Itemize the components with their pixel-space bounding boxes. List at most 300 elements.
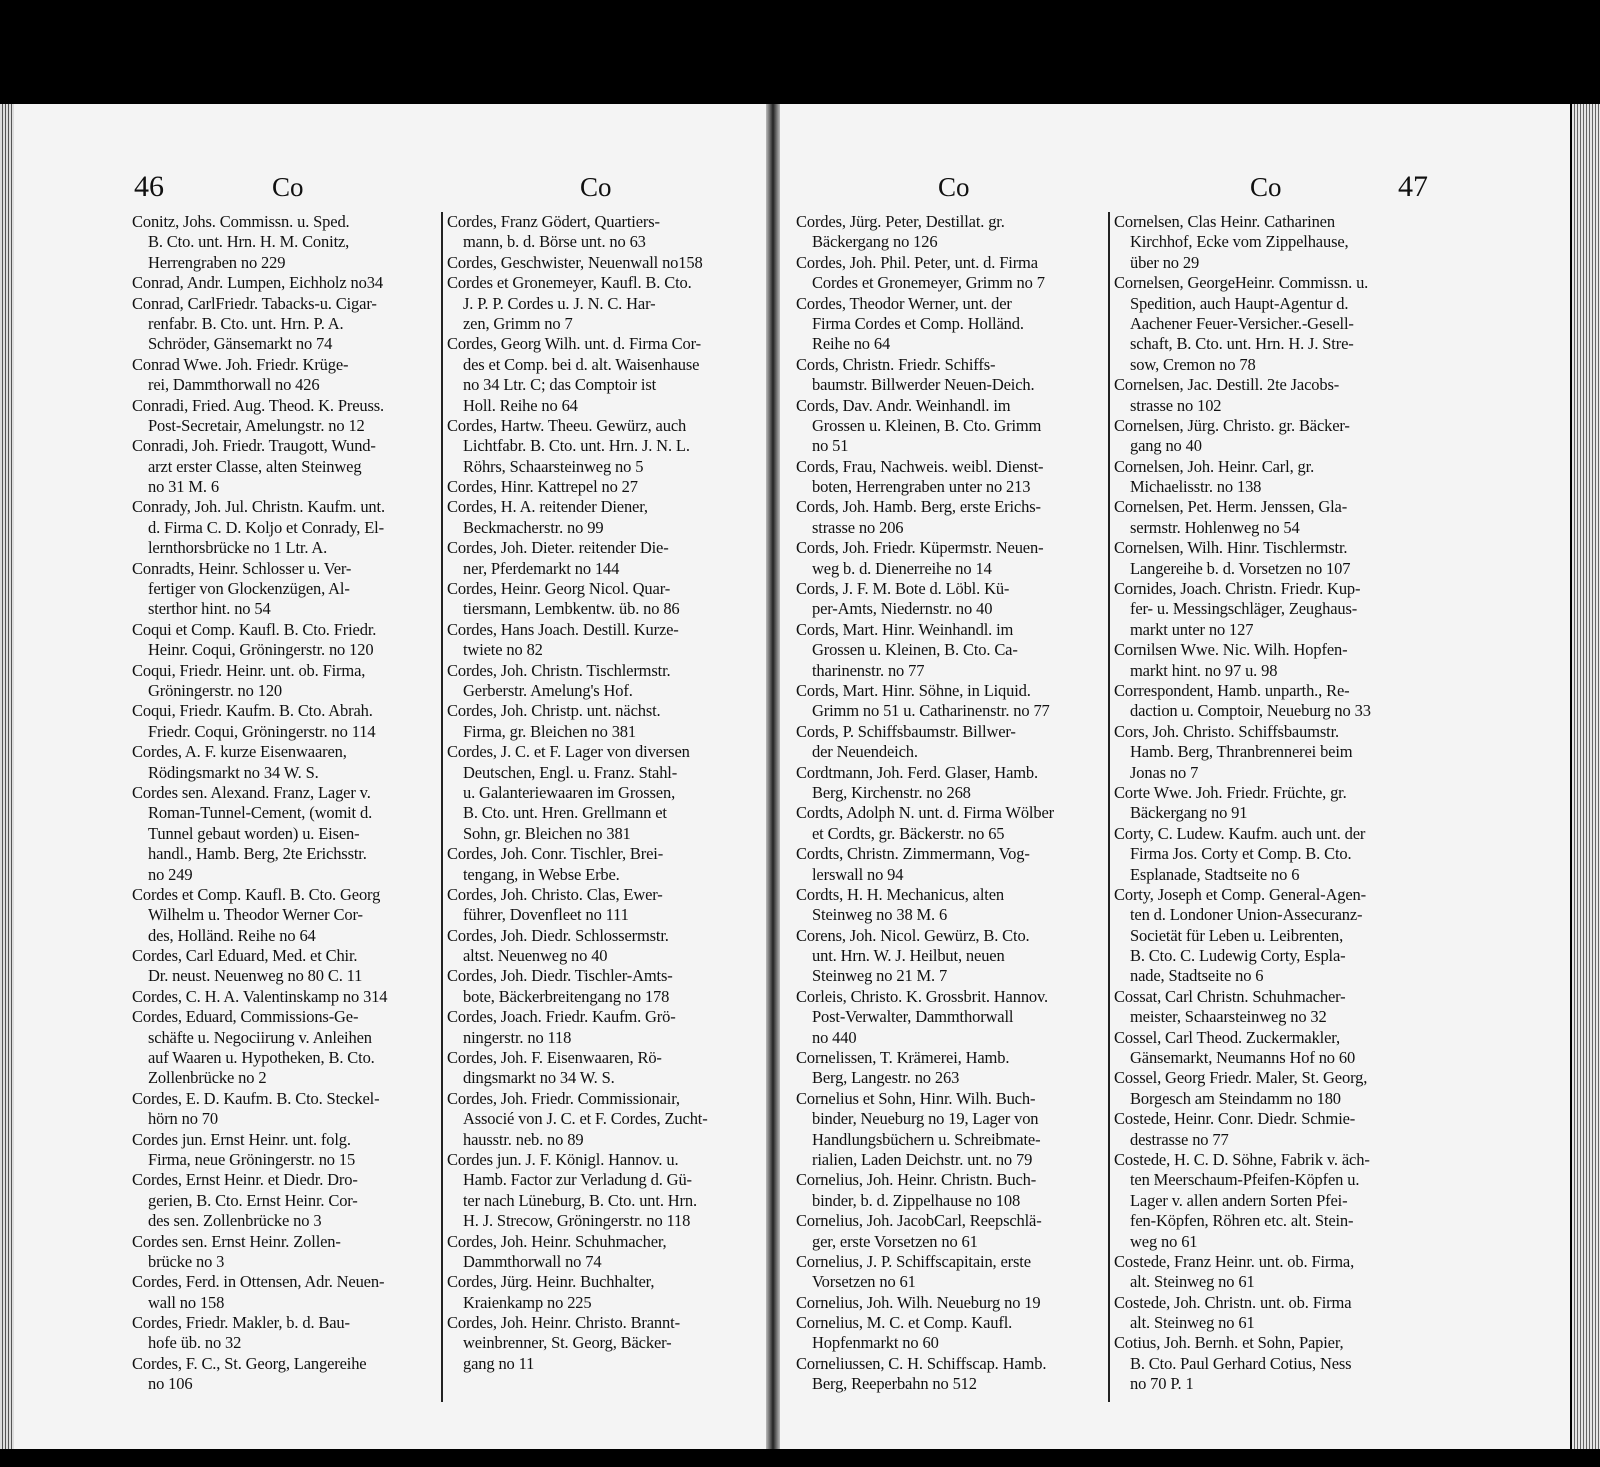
entry-continuation-line: hofe üb. no 32 [148,1333,242,1353]
entry-continuation-line: Aachener Feuer-Versicher.-Gesell- [1130,313,1354,333]
directory-entry [1114,1068,1424,1109]
entry-continuation-line: no 51 [812,436,849,456]
entry-continuation-line: fertiger von Glockenzügen, Al- [148,579,350,599]
entry-continuation-line: Holl. Reihe no 64 [463,395,578,415]
entry-name-line: Cordes, Joach. Friedr. Kaufm. Grö- [447,1007,676,1027]
directory-entry [1114,212,1424,273]
directory-entry [796,538,1106,579]
directory-entry [132,946,438,987]
entry-continuation-line: Bäckergang no 126 [812,232,938,252]
directory-entry [447,253,759,273]
entry-continuation-line: auf Waaren u. Hypotheken, B. Cto. [148,1048,375,1068]
entry-name-line: Costede, H. C. D. Söhne, Fabrik v. äch- [1114,1149,1370,1169]
directory-entry [447,538,759,579]
directory-entry [132,1130,438,1171]
entry-continuation-line: Dr. neust. Neuenweg no 80 C. 11 [148,966,363,986]
entry-continuation-line: Jonas no 7 [1130,762,1199,782]
entry-name-line: Cordes sen. Alexand. Franz, Lager v. [132,782,371,802]
directory-entry [132,273,438,293]
entry-continuation-line: B. Cto. Paul Gerhard Cotius, Ness [1130,1353,1352,1373]
entry-name-line: Cornelius et Sohn, Hinr. Wilh. Buch- [796,1088,1036,1108]
entry-continuation-line: no 249 [148,864,193,884]
directory-entry [796,681,1106,722]
entry-continuation-line: ten d. Londoner Union-Assecuranz- [1130,905,1363,925]
entry-continuation-line: rei, Dammthorwall no 426 [148,375,320,395]
directory-entry [132,396,438,437]
entry-name-line: Cordts, Christn. Zimmermann, Vog- [796,844,1030,864]
entry-continuation-line: Cordes et Gronemeyer, Grimm no 7 [812,273,1045,293]
column-divider-left [441,212,443,1402]
directory-entry [796,1313,1106,1354]
entry-continuation-line: Röhrs, Schaarsteinweg no 5 [463,456,644,476]
entry-name-line: Cordes, Georg Wilh. unt. d. Firma Cor- [447,334,701,354]
directory-entry [1114,1252,1424,1293]
entry-continuation-line: baumstr. Billwerder Neuen-Deich. [812,375,1035,395]
entry-name-line: Cordes et Comp. Kaufl. B. Cto. Georg [132,884,381,904]
entry-continuation-line: schaft, B. Cto. unt. Hrn. H. J. Stre- [1130,334,1354,354]
entry-name-line: Cordes, Geschwister, Neuenwall no158 [447,252,703,272]
entry-name-line: Conitz, Johs. Commissn. u. Sped. [132,212,350,231]
entry-continuation-line: weg b. d. Dienerreihe no 14 [812,558,992,578]
entry-continuation-line: destrasse no 77 [1130,1129,1229,1149]
entry-name-line: Cordes, Ernst Heinr. et Diedr. Dro- [132,1170,358,1190]
entry-name-line: Cordes, Theodor Werner, unt. der [796,293,1012,313]
entry-continuation-line: Langereihe b. d. Vorsetzen no 107 [1130,558,1351,578]
directory-entry [796,1354,1106,1395]
directory-entry [796,497,1106,538]
entry-name-line: Cors, Joh. Christo. Schiffsbaumstr. [1114,721,1340,741]
entry-name-line: Cordes, Joh. Christn. Tischlermstr. [447,660,671,680]
entry-continuation-line: B. Cto. C. Ludewig Corty, Espla- [1130,946,1346,966]
entry-name-line: Cordes, Hinr. Kattrepel no 27 [447,477,638,497]
entry-name-line: Cornides, Joach. Christn. Friedr. Kup- [1114,579,1361,599]
entry-name-line: Cordes, Jürg. Peter, Destillat. gr. [796,212,1005,231]
entry-continuation-line: fen-Köpfen, Röhren etc. alt. Stein- [1130,1211,1354,1231]
entry-continuation-line: schäfte u. Negociirung v. Anleihen [148,1027,372,1047]
entry-name-line: Cornelius, J. P. Schiffscapitain, erste [796,1251,1031,1271]
entry-name-line: Cossel, Georg Friedr. Maler, St. Georg, [1114,1068,1368,1088]
directory-entry [447,334,759,416]
directory-entry [132,1170,438,1231]
entry-continuation-line: binder, Neueburg no 19, Lager von [812,1109,1039,1129]
entry-continuation-line: des et Comp. bei d. alt. Waisenhause [463,354,700,374]
entry-name-line: Cordes, Hartw. Theeu. Gewürz, auch [447,415,687,435]
directory-entry [796,1293,1106,1313]
directory-entry [447,742,759,844]
entry-name-line: Cornelius, Joh. JacobCarl, Reepschlä- [796,1211,1042,1231]
directory-entry [447,885,759,926]
directory-entry [1114,640,1424,681]
entry-continuation-line: nade, Stadtseite no 6 [1130,966,1264,986]
directory-column-1 [132,212,438,1412]
entry-continuation-line: Hamb. Factor zur Verladung d. Gü- [463,1170,692,1190]
directory-entry [447,1232,759,1273]
entry-name-line: Corty, Joseph et Comp. General-Agen- [1114,884,1366,904]
entry-name-line: Coqui, Friedr. Heinr. unt. ob. Firma, [132,660,366,680]
directory-entry [1114,783,1424,824]
directory-entry [132,436,438,497]
directory-entry [447,416,759,477]
entry-name-line: Cordes, Carl Eduard, Med. et Chir. [132,946,358,966]
directory-entry [796,926,1106,987]
directory-entry [796,722,1106,763]
entry-continuation-line: Tunnel gebaut worden) u. Eisen- [148,823,360,843]
entry-name-line: Cordes, Jürg. Heinr. Buchhalter, [447,1272,655,1292]
entry-continuation-line: Steinweg no 21 M. 7 [812,966,948,986]
directory-entry [1114,1333,1424,1394]
directory-entry [796,1170,1106,1211]
directory-entry [132,1232,438,1273]
directory-entry [1114,579,1424,640]
entry-continuation-line: alt. Steinweg no 61 [1130,1313,1255,1333]
entry-name-line: Cords, Frau, Nachweis. weibl. Dienst- [796,456,1044,476]
entry-name-line: Cords, P. Schiffsbaumstr. Billwer- [796,721,1016,741]
entry-continuation-line: B. Cto. unt. Hrn. H. M. Conitz, [148,232,350,252]
entry-continuation-line: handl., Hamb. Berg, 2te Erichsstr. [148,844,367,864]
entry-continuation-line: alt. Steinweg no 61 [1130,1272,1255,1292]
directory-entry [132,701,438,742]
entry-continuation-line: wall no 158 [148,1292,225,1312]
directory-entry [447,1048,759,1089]
entry-continuation-line: meister, Schaarsteinweg no 32 [1130,1007,1327,1027]
directory-column-3 [796,212,1106,1412]
entry-name-line: Cossat, Carl Christn. Schuhmacher- [1114,986,1346,1006]
directory-entry [447,1150,759,1232]
directory-entry [132,661,438,702]
directory-entry [1114,538,1424,579]
directory-entry [447,844,759,885]
entry-continuation-line: Berg, Reeperbahn no 512 [812,1374,977,1394]
directory-entry [132,1272,438,1313]
entry-name-line: Cordes, Joh. Heinr. Christo. Brannt- [447,1313,680,1333]
entry-continuation-line: Esplanade, Stadtseite no 6 [1130,864,1300,884]
entry-continuation-line: ger, erste Vorsetzen no 61 [812,1231,978,1251]
entry-continuation-line: Societät für Leben u. Leibrenten, [1130,925,1344,945]
entry-name-line: Corte Wwe. Joh. Friedr. Früchte, gr. [1114,782,1347,802]
entry-continuation-line: markt hint. no 97 u. 98 [1130,660,1278,680]
entry-name-line: Conradi, Joh. Friedr. Traugott, Wund- [132,436,376,456]
entry-continuation-line: weg no 61 [1130,1231,1198,1251]
directory-entry [1114,1293,1424,1334]
entry-name-line: Costede, Heinr. Conr. Diedr. Schmie- [1114,1109,1356,1129]
entry-name-line: Cordes, Joh. F. Eisenwaaren, Rö- [447,1048,662,1068]
entry-continuation-line: ter nach Lüneburg, B. Cto. unt. Hrn. [463,1190,697,1210]
directory-entry [132,742,438,783]
entry-name-line: Cordes, Joh. Friedr. Commissionair, [447,1088,680,1108]
directory-entry [1114,681,1424,722]
entry-continuation-line: Hamb. Berg, Thranbrennerei beim [1130,742,1353,762]
entry-continuation-line: bote, Bäckerbreitengang no 178 [463,986,670,1006]
directory-entry [132,1007,438,1089]
entry-continuation-line: Firma, neue Gröningerstr. no 15 [148,1149,356,1169]
directory-entry [796,212,1106,253]
directory-entry [447,477,759,497]
entry-continuation-line: B. Cto. unt. Hren. Grellmann et [463,803,667,823]
left-page-edge [0,104,14,1449]
entry-name-line: Cordes, J. C. et F. Lager von diversen [447,742,690,762]
entry-continuation-line: Friedr. Coqui, Gröningerstr. no 114 [148,721,376,741]
entry-continuation-line: Hopfenmarkt no 60 [812,1333,939,1353]
entry-continuation-line: Berg, Langestr. no 263 [812,1068,960,1088]
entry-continuation-line: Steinweg no 38 M. 6 [812,905,948,925]
entry-continuation-line: Rödingsmarkt no 34 W. S. [148,762,319,782]
entry-continuation-line: brücke no 3 [148,1251,225,1271]
directory-entry [447,1007,759,1048]
directory-entry [796,763,1106,804]
directory-entry [447,273,759,334]
running-head-2: Co [580,172,612,202]
directory-entry [132,1313,438,1354]
directory-entry [132,355,438,396]
entry-continuation-line: Beckmacherstr. no 99 [463,517,604,537]
running-head-3: Co [938,172,970,202]
entry-continuation-line: strasse no 206 [812,517,904,537]
entry-name-line: Conradts, Heinr. Schlosser u. Ver- [132,558,352,578]
entry-name-line: Cornelsen, Pet. Herm. Jenssen, Gla- [1114,497,1348,517]
directory-entry [796,579,1106,620]
directory-entry [796,396,1106,457]
entry-continuation-line: unt. Hrn. W. J. Heilbut, neuen [812,946,1005,966]
entry-continuation-line: sterthor hint. no 54 [148,599,271,619]
directory-entry [796,355,1106,396]
entry-continuation-line: rialien, Laden Deichstr. unt. no 79 [812,1149,1033,1169]
entry-continuation-line: Firma, gr. Bleichen no 381 [463,721,636,741]
entry-continuation-line: Deutschen, Engl. u. Franz. Stahl- [463,762,678,782]
entry-name-line: Cords, J. F. M. Bote d. Löbl. Kü- [796,579,1010,599]
directory-entry [132,497,438,558]
entry-name-line: Cordes, Heinr. Georg Nicol. Quar- [447,579,671,599]
entry-name-line: Cordes, Hans Joach. Destill. Kurze- [447,619,679,639]
entry-continuation-line: weinbrenner, St. Georg, Bäcker- [463,1333,672,1353]
entry-name-line: Cordes, Franz Gödert, Quartiers- [447,212,660,231]
entry-continuation-line: binder, b. d. Zippelhause no 108 [812,1190,1021,1210]
entry-name-line: Cords, Joh. Hamb. Berg, erste Erichs- [796,497,1041,517]
directory-entry [132,294,438,355]
directory-entry [1114,885,1424,987]
directory-entry [796,253,1106,294]
entry-continuation-line: altst. Neuenweg no 40 [463,946,608,966]
entry-continuation-line: hausstr. neb. no 89 [463,1129,584,1149]
directory-entry [1114,987,1424,1028]
entry-continuation-line: Sohn, gr. Bleichen no 381 [463,823,631,843]
entry-name-line: Cornelius, M. C. et Comp. Kaufl. [796,1313,1013,1333]
entry-continuation-line: des sen. Zollenbrücke no 3 [148,1211,322,1231]
entry-continuation-line: Berg, Kirchenstr. no 268 [812,782,971,802]
entry-continuation-line: Gröningerstr. no 120 [148,680,283,700]
entry-continuation-line: mann, b. d. Börse unt. no 63 [463,232,646,252]
entry-continuation-line: renfabr. B. Cto. unt. Hrn. P. A. [148,313,344,333]
entry-continuation-line: et Cordts, gr. Bäckerstr. no 65 [812,823,1005,843]
directory-entry [132,987,438,1007]
entry-continuation-line: Grossen u. Kleinen, B. Cto. Grimm [812,415,1042,435]
entry-name-line: Cords, Dav. Andr. Weinhandl. im [796,395,1011,415]
entry-name-line: Cordes et Gronemeyer, Kaufl. B. Cto. [447,273,692,293]
entry-continuation-line: no 440 [812,1027,857,1047]
directory-entry [132,212,438,273]
directory-entry [447,926,759,967]
entry-continuation-line: Grimm no 51 u. Catharinenstr. no 77 [812,701,1050,721]
entry-continuation-line: Firma Cordes et Comp. Holländ. [812,313,1024,333]
entry-name-line: Cordes, Joh. Christp. unt. nächst. [447,701,661,721]
entry-continuation-line: lerswall no 94 [812,864,904,884]
entry-name-line: Cornelissen, T. Krämerei, Hamb. [796,1048,1010,1068]
directory-entry [796,457,1106,498]
entry-name-line: Costede, Joh. Christn. unt. ob. Firma [1114,1292,1352,1312]
directory-entry [447,620,759,661]
entry-name-line: Coqui, Friedr. Kaufm. B. Cto. Abrah. [132,701,373,721]
entry-name-line: Cordes, E. D. Kaufm. B. Cto. Steckel- [132,1088,380,1108]
entry-continuation-line: Zollenbrücke no 2 [148,1068,267,1088]
entry-name-line: Cords, Christn. Friedr. Schiffs- [796,354,996,374]
entry-name-line: Cordts, Adolph N. unt. d. Firma Wölber [796,803,1054,823]
directory-entry [796,844,1106,885]
directory-entry [447,212,759,253]
entry-name-line: Cornelius, Joh. Heinr. Christn. Buch- [796,1170,1037,1190]
entry-continuation-line: lernthorsbrücke no 1 Ltr. A. [148,538,328,558]
entry-name-line: Cornilsen Wwe. Nic. Wilh. Hopfen- [1114,640,1348,660]
entry-continuation-line: Post-Verwalter, Dammthorwall [812,1007,1014,1027]
entry-name-line: Cordes, Friedr. Makler, b. d. Bau- [132,1313,350,1333]
entry-continuation-line: Herrengraben no 229 [148,252,286,272]
entry-name-line: Conrady, Joh. Jul. Christn. Kaufm. unt. [132,497,385,517]
entry-continuation-line: boten, Herrengraben unter no 213 [812,477,1031,497]
directory-entry [1114,416,1424,457]
entry-continuation-line: ningerstr. no 118 [463,1027,572,1047]
entry-name-line: Cordtmann, Joh. Ferd. Glaser, Hamb. [796,762,1039,782]
entry-name-line: Cornelsen, Jürg. Christo. gr. Bäcker- [1114,415,1350,435]
directory-entry [1114,1150,1424,1252]
directory-entry [796,294,1106,355]
entry-continuation-line: Dammthorwall no 74 [463,1251,602,1271]
directory-entry [1114,457,1424,498]
entry-name-line: Cordes, Joh. Christo. Clas, Ewer- [447,884,663,904]
entry-continuation-line: Grossen u. Kleinen, B. Cto. Ca- [812,640,1018,660]
right-page-edge [1572,104,1600,1449]
directory-entry [447,1313,759,1374]
entry-continuation-line: tengang, in Webse Erbe. [463,864,620,884]
entry-name-line: Cordes, F. C., St. Georg, Langereihe [132,1353,367,1373]
left-page-number: 46 [134,170,164,203]
entry-continuation-line: H. J. Strecow, Gröningerstr. no 118 [463,1211,691,1231]
entry-continuation-line: no 70 P. 1 [1130,1374,1194,1394]
entry-name-line: Cordes, Joh. Conr. Tischler, Brei- [447,844,664,864]
entry-continuation-line: Reihe no 64 [812,334,891,354]
directory-entry [447,497,759,538]
directory-entry [447,661,759,702]
directory-entry [796,885,1106,926]
entry-continuation-line: Roman-Tunnel-Cement, (womit d. [148,803,373,823]
directory-entry [447,1272,759,1313]
entry-continuation-line: strasse no 102 [1130,395,1222,415]
entry-name-line: Conradi, Fried. Aug. Theod. K. Preuss. [132,395,385,415]
directory-entry [1114,722,1424,783]
entry-continuation-line: Lichtfabr. B. Cto. unt. Hrn. J. N. L. [463,436,690,456]
directory-entry [1114,824,1424,885]
directory-entry [132,1089,438,1130]
entry-continuation-line: Associé von J. C. et F. Cordes, Zucht- [463,1109,708,1129]
entry-continuation-line: no 34 Ltr. C; das Comptoir ist [463,375,657,395]
entry-continuation-line: markt unter no 127 [1130,619,1254,639]
entry-continuation-line: sow, Cremon no 78 [1130,354,1256,374]
entry-continuation-line: twiete no 82 [463,640,543,660]
entry-continuation-line: no 106 [148,1374,193,1394]
entry-continuation-line: Firma Jos. Corty et Comp. B. Cto. [1130,844,1352,864]
entry-name-line: Cotius, Joh. Bernh. et Sohn, Papier, [1114,1333,1344,1353]
entry-continuation-line: Lager v. allen andern Sorten Pfei- [1130,1190,1348,1210]
entry-name-line: Cords, Mart. Hinr. Söhne, in Liquid. [796,680,1031,700]
entry-name-line: Corneliussen, C. H. Schiffscap. Hamb. [796,1353,1047,1373]
directory-entry [1114,273,1424,375]
column-divider-right [1108,212,1110,1402]
entry-continuation-line: per-Amts, Niedernstr. no 40 [812,599,993,619]
entry-name-line: Cossel, Carl Theod. Zuckermakler, [1114,1027,1340,1047]
entry-continuation-line: Post-Secretair, Amelungstr. no 12 [148,415,365,435]
entry-continuation-line: der Neuendeich. [812,742,918,762]
entry-name-line: Corty, C. Ludew. Kaufm. auch unt. der [1114,823,1366,843]
entry-continuation-line: gerien, B. Cto. Ernst Heinr. Cor- [148,1190,358,1210]
entry-continuation-line: d. Firma C. D. Koljo et Conrady, El- [148,517,384,537]
entry-name-line: Cornelius, Joh. Wilh. Neueburg no 19 [796,1292,1041,1312]
entry-name-line: Cords, Joh. Friedr. Küpermstr. Neuen- [796,538,1044,558]
entry-name-line: Cordes, Joh. Diedr. Schlossermstr. [447,925,669,945]
entry-continuation-line: Bäckergang no 91 [1130,803,1248,823]
directory-entry [132,620,438,661]
directory-entry [447,579,759,620]
entry-continuation-line: ner, Pferdemarkt no 144 [463,558,620,578]
entry-name-line: Coqui et Comp. Kaufl. B. Cto. Friedr. [132,619,377,639]
directory-column-4 [1114,212,1424,1412]
running-head-1: Co [272,172,304,202]
directory-entry [132,885,438,946]
entry-name-line: Cordes, H. A. reitender Diener, [447,497,648,517]
entry-name-line: Cordes, Joh. Diedr. Tischler-Amts- [447,966,673,986]
entry-name-line: Cordes sen. Ernst Heinr. Zollen- [132,1231,341,1251]
entry-continuation-line: zen, Grimm no 7 [463,313,573,333]
directory-entry [796,620,1106,681]
directory-entry [796,1211,1106,1252]
directory-entry [132,783,438,885]
entry-continuation-line: Kraienkamp no 225 [463,1292,592,1312]
entry-continuation-line: Spedition, auch Haupt-Agentur d. [1130,293,1349,313]
directory-entry [447,1089,759,1150]
entry-continuation-line: ten Meerschaum-Pfeifen-Köpfen u. [1130,1170,1360,1190]
directory-column-2 [447,212,759,1412]
entry-name-line: Cordes, Joh. Heinr. Schuhmacher, [447,1231,667,1251]
entry-name-line: Costede, Franz Heinr. unt. ob. Firma, [1114,1251,1355,1271]
entry-continuation-line: Wilhelm u. Theodor Werner Cor- [148,905,363,925]
entry-continuation-line: gang no 11 [463,1353,535,1373]
entry-continuation-line: hörn no 70 [148,1109,218,1129]
entry-name-line: Cordes, C. H. A. Valentinskamp no 314 [132,986,388,1006]
entry-name-line: Corens, Joh. Nicol. Gewürz, B. Cto. [796,925,1030,945]
entry-continuation-line: dingsmarkt no 34 W. S. [463,1068,615,1088]
entry-continuation-line: des, Holländ. Reihe no 64 [148,925,316,945]
entry-continuation-line: Handlungsbüchern u. Schreibmate- [812,1129,1041,1149]
running-head-4: Co [1250,172,1282,202]
directory-entry [796,1252,1106,1293]
entry-continuation-line: J. P. P. Cordes u. J. N. C. Har- [463,293,656,313]
entry-name-line: Cordes, Joh. Dieter. reitender Die- [447,538,669,558]
entry-name-line: Cordes jun. Ernst Heinr. unt. folg. [132,1129,351,1149]
directory-entry [132,559,438,620]
entry-name-line: Cornelsen, Jac. Destill. 2te Jacobs- [1114,375,1340,395]
entry-continuation-line: Borgesch am Steindamm no 180 [1130,1088,1341,1108]
entry-name-line: Cordes, Ferd. in Ottensen, Adr. Neuen- [132,1272,385,1292]
entry-name-line: Cords, Mart. Hinr. Weinhandl. im [796,619,1014,639]
directory-entry [1114,497,1424,538]
right-page-number: 47 [1398,170,1428,203]
entry-name-line: Cordts, H. H. Mechanicus, alten [796,884,1004,904]
